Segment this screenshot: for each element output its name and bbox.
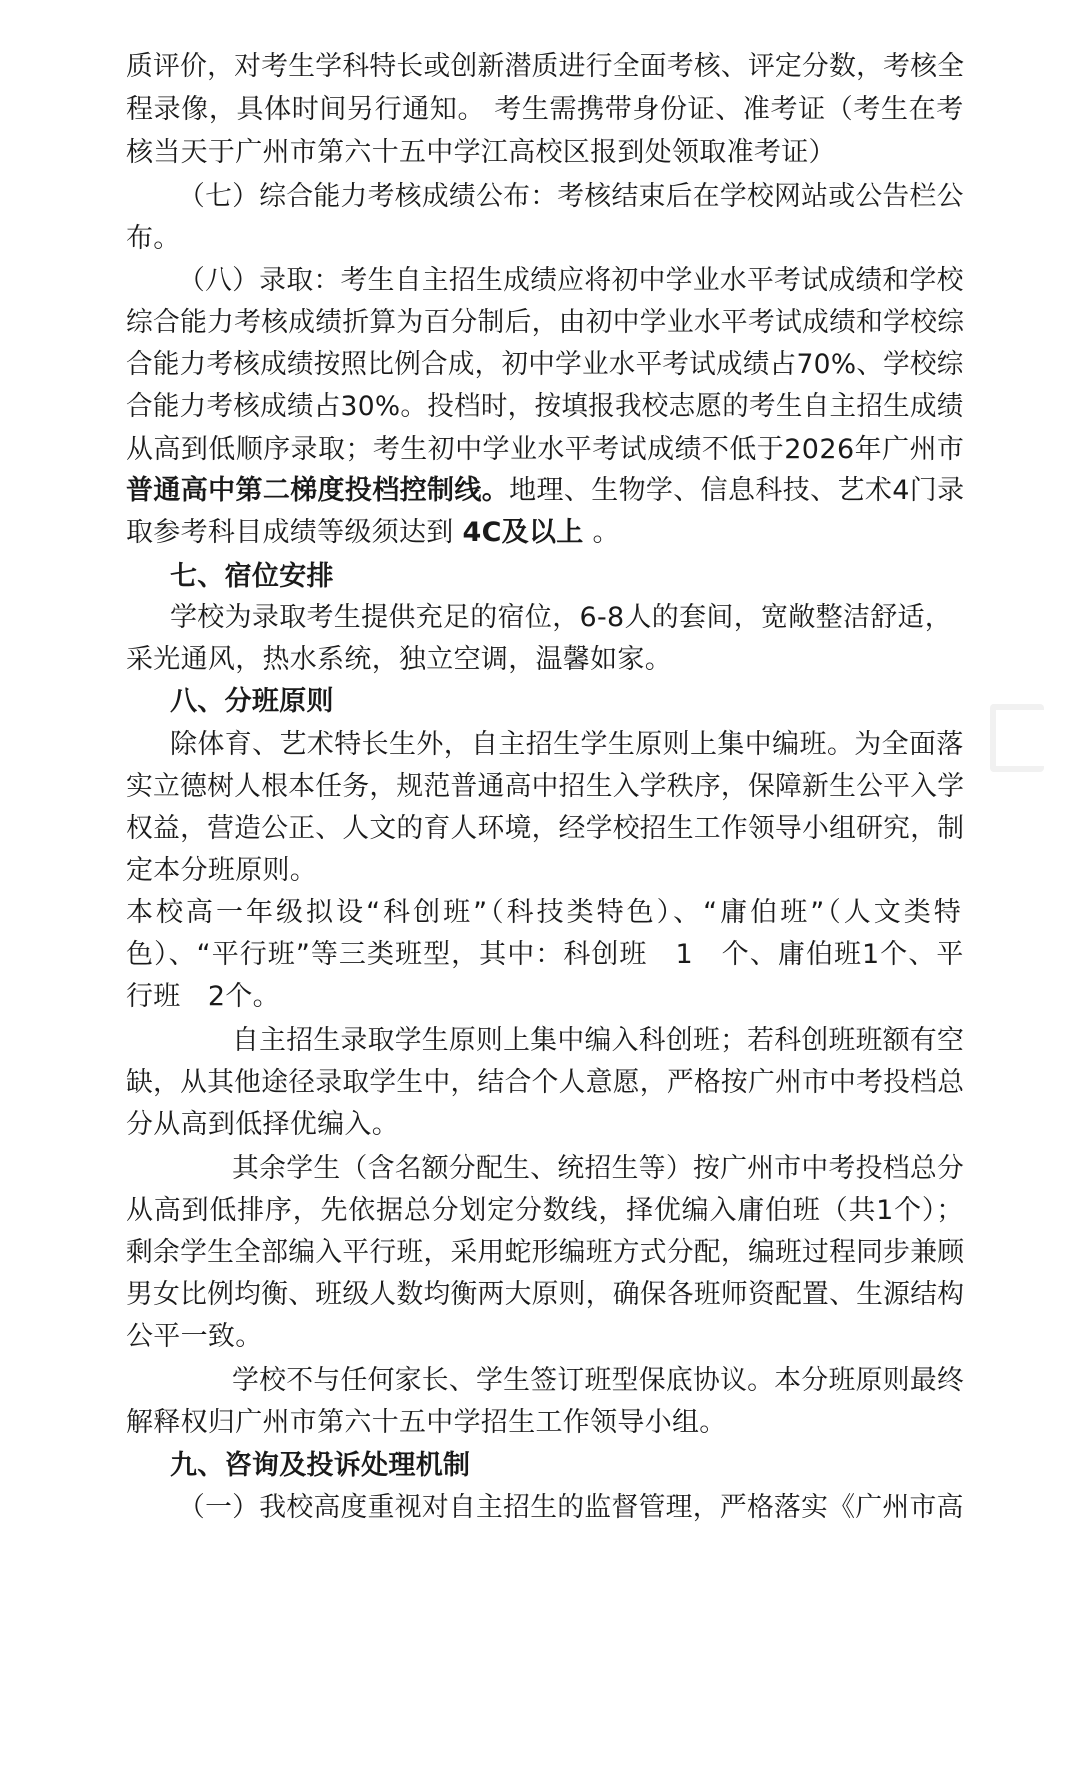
text-line xyxy=(126,513,620,553)
text-line xyxy=(126,47,964,87)
text-segment: 剩余学生全部编入平行班，采用蛇形编班方式分配，编班过程同步兼顾 xyxy=(126,1237,965,1268)
text-segment: 实立德树人根本任务，规范普通高中招生入学秩序，保障新生公平入学 xyxy=(126,771,965,802)
bold-text-segment: 普通高中第二梯度投档控制线。 xyxy=(126,475,510,506)
text-line xyxy=(232,1361,964,1401)
text-line xyxy=(232,1149,964,1189)
text-line xyxy=(170,598,952,638)
text-line xyxy=(126,303,964,343)
text-segment: 质评价，对考生学科特长或创新潜质进行全面考核、评定分数，考核全 xyxy=(126,51,965,82)
text-line xyxy=(126,851,317,891)
text-segment: 从高到低顺序录取；考生初中学业水平考试成绩不低于2026年广州市 xyxy=(126,434,965,465)
text-segment: （七）综合能力考核成绩公布：考核结束后在学校网站或公告栏公 xyxy=(178,181,964,212)
text-line xyxy=(126,935,964,975)
bold-text-segment: 七、宿位安排 xyxy=(170,561,334,592)
text-segment: 合能力考核成绩按照比例合成，初中学业水平考试成绩占70%、学校综 xyxy=(126,349,964,380)
text-segment: 从高到低排序，先依据总分划定分数线，择优编入庸伯班（共1个）； xyxy=(126,1195,964,1226)
text-segment: 色）、“平行班”等三类班型，其中：科创班 1 个、庸伯班1个、平 xyxy=(126,939,965,970)
text-line xyxy=(126,471,964,511)
text-segment: 合能力考核成绩占30%。投档时，按填报我校志愿的考生自主招生成绩 xyxy=(126,391,964,422)
text-segment: 学校为录取考生提供充足的宿位，6-8人的套间，宽敞整洁舒适， xyxy=(170,602,953,633)
text-line xyxy=(126,809,964,849)
text-line xyxy=(126,345,964,385)
text-line xyxy=(126,133,836,173)
text-line xyxy=(126,1233,964,1273)
text-segment: 公平一致。 xyxy=(126,1321,263,1352)
text-segment: 解释权归广州市第六十五中学招生工作领导小组。 xyxy=(126,1407,727,1438)
text-line xyxy=(126,387,964,427)
text-line xyxy=(170,1446,470,1486)
text-line xyxy=(126,1191,964,1231)
text-line xyxy=(126,1317,263,1357)
text-segment: 学校不与任何家长、学生签订班型保底协议。本分班原则最终 xyxy=(232,1365,965,1396)
text-line xyxy=(126,1105,399,1145)
text-line xyxy=(170,682,334,722)
text-segment: 核当天于广州市第六十五中学江高校区报到处领取准考证） xyxy=(126,137,836,168)
text-segment: （八）录取：考生自主招生成绩应将初中学业水平考试成绩和学校 xyxy=(178,265,964,296)
text-segment: 采光通风，热水系统，独立空调，温馨如家。 xyxy=(126,644,672,675)
bold-text-segment: 八、分班原则 xyxy=(170,686,334,717)
bold-text-segment: 4C及以上 xyxy=(462,517,584,548)
text-line xyxy=(178,177,964,217)
text-line xyxy=(178,261,964,301)
text-segment: 除体育、艺术特长生外，自主招生学生原则上集中编班。为全面落 xyxy=(170,729,964,760)
text-segment: 分从高到低择优编入。 xyxy=(126,1109,399,1140)
text-segment: 自主招生录取学生原则上集中编入科创班；若科创班班额有空 xyxy=(232,1025,965,1056)
text-line xyxy=(178,1488,964,1528)
text-line xyxy=(126,219,181,259)
text-segment: 缺，从其他途径录取学生中，结合个人意愿，严格按广州市中考投档总 xyxy=(126,1067,965,1098)
text-segment: 行班 2个。 xyxy=(126,981,280,1012)
text-segment: 本校高一年级拟设“科创班”（科技类特色）、“庸伯班”（人文类特 xyxy=(126,897,964,928)
text-line xyxy=(126,977,280,1017)
text-line xyxy=(126,90,964,130)
text-line xyxy=(126,1275,964,1315)
text-line xyxy=(126,767,964,807)
text-segment: 综合能力考核成绩折算为百分制后，由初中学业水平考试成绩和学校综 xyxy=(126,307,965,338)
text-line xyxy=(170,557,334,597)
text-segment: 取参考科目成绩等级须达到 xyxy=(126,517,463,548)
text-segment: 程录像，具体时间另行通知。 考生需携带身份证、准考证（考生在考 xyxy=(126,94,964,125)
text-segment: （一）我校高度重视对自主招生的监督管理，严格落实《广州市高 xyxy=(178,1492,964,1523)
text-segment: 男女比例均衡、班级人数均衡两大原则，确保各班师资配置、生源结构 xyxy=(126,1279,965,1310)
text-segment: 权益，营造公正、人文的育人环境，经学校招生工作领导小组研究，制 xyxy=(126,813,965,844)
text-line xyxy=(126,1063,964,1103)
text-line xyxy=(126,893,964,933)
text-segment: 地理、生物学、信息科技、艺术4门录 xyxy=(509,475,965,506)
text-line xyxy=(126,1403,727,1443)
text-segment: 定本分班原则。 xyxy=(126,855,318,886)
text-line xyxy=(232,1021,964,1061)
text-segment: 。 xyxy=(583,517,620,548)
bold-text-segment: 九、咨询及投诉处理机制 xyxy=(170,1450,471,1481)
text-line xyxy=(126,640,672,680)
text-segment: 其余学生（含名额分配生、统招生等）按广州市中考投档总分 xyxy=(232,1153,965,1184)
text-line xyxy=(126,430,964,470)
text-segment: 布。 xyxy=(126,223,181,254)
scan-artifact xyxy=(990,704,1044,772)
text-line xyxy=(170,725,964,765)
